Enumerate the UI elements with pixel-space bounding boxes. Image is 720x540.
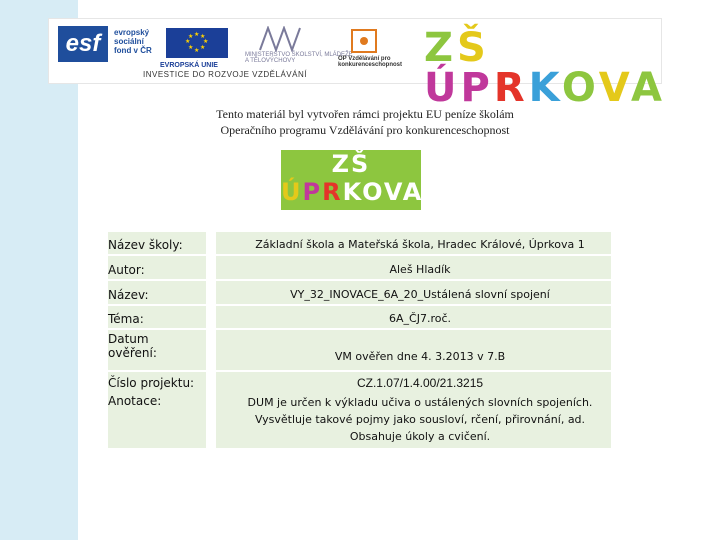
table-rule: [108, 304, 611, 306]
annotation-label: Anotace:: [108, 394, 162, 408]
topic-label: Téma:: [108, 312, 144, 326]
esf-logo: [58, 26, 162, 70]
table-divider: [206, 232, 216, 448]
annotation-value: [230, 394, 610, 445]
msmt-caption: MINISTERSTVO ŠKOLSTVÍ, MLÁDEŽE A TĚLOVÝCHOVY: [245, 52, 353, 64]
op-logo-icon: [350, 28, 378, 54]
intro-line: Tento materiál byl vytvořen rámci projektu EU peníze školám: [216, 107, 514, 121]
annotation-line: DUM je určen k výkladu učiva o ustálených slovních spojeních.: [247, 396, 593, 409]
svg-text:★: ★: [194, 47, 200, 54]
svg-text:★: ★: [188, 33, 194, 40]
invest-tagline: INVESTICE DO ROZVOJE VZDĚLÁVÁNÍ: [143, 70, 307, 79]
msmt-logo: [258, 26, 304, 54]
project-value: CZ.1.07/1.4.00/21.3215: [356, 376, 484, 390]
date-label: [108, 332, 204, 360]
svg-text:★: ★: [203, 38, 209, 45]
svg-text:★: ★: [200, 44, 206, 51]
svg-text:★: ★: [194, 31, 200, 38]
author-value: Aleš Hladík: [389, 263, 451, 276]
msmt-mark-icon: [258, 26, 308, 52]
project-label: Číslo projektu:: [108, 376, 195, 390]
esf-text-line: fond v ČR: [114, 46, 152, 55]
topic-value: 6A_ČJ7.roč.: [389, 312, 451, 325]
annotation-line: Obsahuje úkoly a cvičení.: [349, 430, 491, 443]
name-label: Název:: [108, 288, 149, 302]
eu-caption: EVROPSKÁ UNIE: [160, 62, 218, 69]
intro-text: [120, 106, 610, 138]
esf-mark: esf: [58, 26, 108, 62]
school-brand-logo: ZŠ ÚPRKOVA: [424, 25, 666, 111]
esf-text-line: evropský: [114, 28, 150, 37]
table-rule: [108, 254, 611, 256]
school-value: Základní škola a Mateřská škola, Hradec Králové, Úprkova 1: [255, 238, 585, 251]
table-rule: [108, 328, 611, 330]
intro-line: Operačního programu Vzdělávání pro konkurenceschopnost: [220, 123, 510, 137]
author-label: Autor:: [108, 263, 145, 277]
svg-text:★: ★: [200, 33, 206, 40]
info-table: [108, 232, 611, 448]
date-label-line: ověření:: [108, 346, 157, 360]
school-brand-box: [281, 150, 424, 210]
date-value: VM ověřen dne 4. 3.2013 v 7.B: [334, 350, 506, 363]
name-value: VY_32_INOVACE_6A_20_Ustálená slovní spojení: [290, 288, 550, 301]
table-rule: [108, 370, 611, 372]
esf-text-line: sociální: [114, 37, 144, 46]
eu-flag-icon: [166, 28, 228, 58]
esf-text: [114, 28, 164, 55]
op-caption: OP Vzdělávání pro konkurenceschopnost: [338, 56, 403, 68]
school-brand-box-logo: ZŠ ÚPRKOVA: [281, 150, 424, 206]
table-rule: [108, 279, 611, 281]
svg-text:★: ★: [188, 44, 194, 51]
school-label: Název školy:: [108, 238, 183, 252]
svg-text:★: ★: [185, 38, 191, 45]
date-label-line: Datum: [108, 332, 149, 346]
annotation-line: Vysvětluje takové pojmy jako sousloví, rčení, přirovnání, ad.: [254, 413, 586, 426]
